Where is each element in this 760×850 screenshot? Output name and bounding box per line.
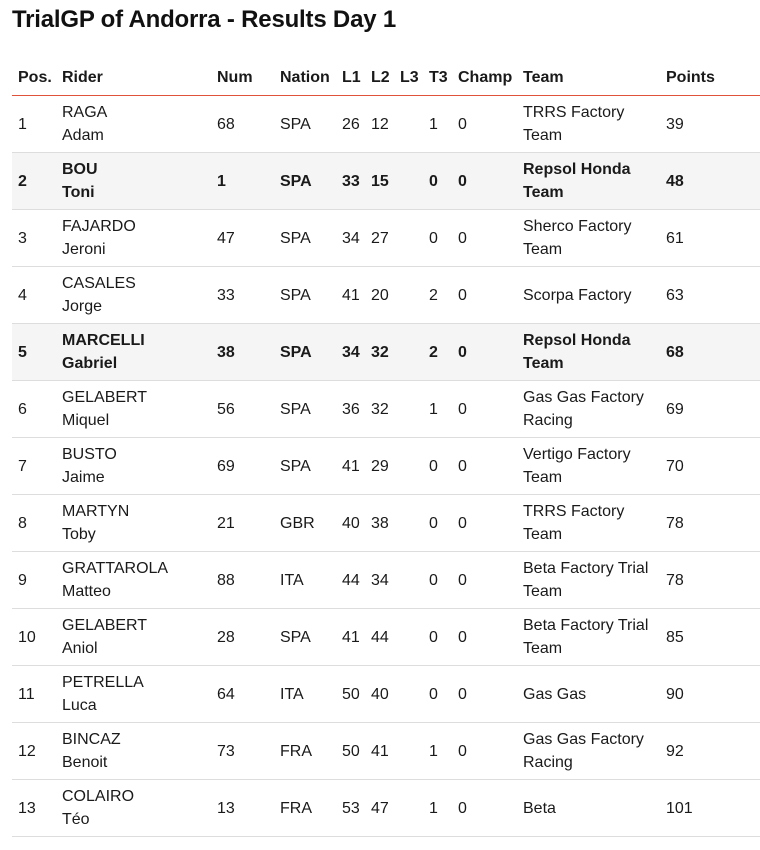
table-row-7 [12, 438, 760, 495]
cell-points: 61 [660, 210, 760, 267]
cell-champ: 0 [452, 210, 517, 267]
cell-pos: 5 [12, 324, 56, 381]
rider-surname: COLAIRO [62, 788, 135, 805]
rider-surname: FAJARDO [62, 218, 136, 235]
rider-firstname: Adam [62, 127, 104, 144]
cell-champ: 0 [452, 723, 517, 780]
cell-l3 [394, 438, 423, 495]
cell-champ: 0 [452, 495, 517, 552]
header-l2: L2 [365, 60, 394, 96]
cell-pos: 11 [12, 666, 56, 723]
cell-num: 56 [211, 381, 274, 438]
cell-team [517, 495, 660, 552]
cell-l2: 41 [365, 723, 394, 780]
cell-points: 78 [660, 495, 760, 552]
cell-l3 [394, 666, 423, 723]
cell-points: 101 [660, 780, 760, 837]
cell-t3: 0 [423, 438, 452, 495]
cell-champ: 0 [452, 267, 517, 324]
rider-surname: BOU [62, 161, 98, 178]
cell-l1: 41 [336, 609, 365, 666]
cell-pos: 13 [12, 780, 56, 837]
table-header [12, 60, 760, 96]
rider-firstname: Toby [62, 526, 96, 543]
cell-l1: 41 [336, 267, 365, 324]
cell-rider [56, 381, 211, 438]
cell-l1: 40 [336, 495, 365, 552]
cell-champ: 0 [452, 324, 517, 381]
header-l3: L3 [394, 60, 423, 96]
cell-rider [56, 666, 211, 723]
cell-points: 92 [660, 723, 760, 780]
cell-l3 [394, 324, 423, 381]
rider-firstname: Jaime [62, 469, 105, 486]
cell-pos: 1 [12, 96, 56, 153]
rider-firstname: Jorge [62, 298, 103, 315]
team-line-1: Gas Gas Factory [523, 731, 644, 748]
cell-l2: 12 [365, 96, 394, 153]
cell-champ: 0 [452, 153, 517, 210]
cell-t3: 2 [423, 267, 452, 324]
table-row-6 [12, 381, 760, 438]
cell-champ: 0 [452, 438, 517, 495]
cell-team [517, 438, 660, 495]
header-points: Points [660, 60, 760, 96]
table-row-9 [12, 552, 760, 609]
rider-firstname: Benoit [62, 754, 108, 771]
cell-rider [56, 552, 211, 609]
header-champ: Champ [452, 60, 517, 96]
team-line-1: Beta Factory Trial [523, 617, 649, 634]
cell-nation: SPA [274, 381, 336, 438]
cell-points: 48 [660, 153, 760, 210]
rider-firstname: Miquel [62, 412, 110, 429]
rider-firstname: Luca [62, 697, 97, 714]
page-title: TrialGP of Andorra - Results Day 1 [12, 6, 396, 33]
cell-nation: SPA [274, 609, 336, 666]
rider-firstname: Gabriel [62, 355, 118, 372]
cell-team [517, 324, 660, 381]
cell-l1: 34 [336, 324, 365, 381]
cell-pos: 2 [12, 153, 56, 210]
cell-l2: 47 [365, 780, 394, 837]
cell-num: 47 [211, 210, 274, 267]
team-line-1: Beta Factory Trial [523, 560, 649, 577]
cell-l2: 27 [365, 210, 394, 267]
cell-points: 69 [660, 381, 760, 438]
cell-pos: 3 [12, 210, 56, 267]
cell-l1: 41 [336, 438, 365, 495]
cell-l1: 44 [336, 552, 365, 609]
header-row [12, 60, 760, 96]
cell-rider [56, 438, 211, 495]
cell-points: 85 [660, 609, 760, 666]
team-line-1: Repsol Honda [523, 332, 631, 349]
cell-l1: 26 [336, 96, 365, 153]
rider-surname: GELABERT [62, 617, 148, 634]
cell-pos: 12 [12, 723, 56, 780]
cell-l3 [394, 723, 423, 780]
table-row-8 [12, 495, 760, 552]
cell-points: 68 [660, 324, 760, 381]
cell-nation: SPA [274, 210, 336, 267]
results-body [12, 96, 760, 837]
cell-num: 21 [211, 495, 274, 552]
rider-firstname: Aniol [62, 640, 98, 657]
cell-nation: FRA [274, 780, 336, 837]
cell-nation: ITA [274, 552, 336, 609]
team-line-2: Team [523, 526, 563, 543]
cell-l3 [394, 267, 423, 324]
cell-nation: SPA [274, 438, 336, 495]
header-team: Team [517, 60, 660, 96]
rider-firstname: Matteo [62, 583, 111, 600]
cell-champ: 0 [452, 96, 517, 153]
team-line-2: Team [523, 583, 563, 600]
rider-surname: CASALES [62, 275, 136, 292]
cell-num: 64 [211, 666, 274, 723]
team-line-1: Gas Gas Factory [523, 389, 644, 406]
header-pos: Pos. [12, 60, 56, 96]
team-line-2: Racing [523, 754, 573, 771]
cell-nation: ITA [274, 666, 336, 723]
cell-l2: 20 [365, 267, 394, 324]
table-row-11 [12, 666, 760, 723]
cell-pos: 4 [12, 267, 56, 324]
team-line-1: Scorpa Factory [523, 286, 632, 304]
cell-champ: 0 [452, 780, 517, 837]
rider-firstname: Jeroni [62, 241, 106, 258]
cell-l2: 34 [365, 552, 394, 609]
header-num: Num [211, 60, 274, 96]
team-line-1: Gas Gas [523, 685, 587, 703]
cell-points: 39 [660, 96, 760, 153]
cell-champ: 0 [452, 552, 517, 609]
cell-l3 [394, 780, 423, 837]
team-line-2: Team [523, 640, 563, 657]
cell-t3: 0 [423, 666, 452, 723]
cell-t3: 0 [423, 552, 452, 609]
table-row-5 [12, 324, 760, 381]
cell-rider [56, 267, 211, 324]
team-line-2: Team [523, 127, 563, 144]
cell-t3: 1 [423, 780, 452, 837]
cell-num: 33 [211, 267, 274, 324]
cell-num: 69 [211, 438, 274, 495]
cell-t3: 0 [423, 210, 452, 267]
cell-t3: 1 [423, 381, 452, 438]
table-row-10 [12, 609, 760, 666]
cell-team [517, 210, 660, 267]
cell-l2: 15 [365, 153, 394, 210]
rider-surname: GRATTAROLA [62, 560, 169, 577]
cell-l3 [394, 609, 423, 666]
cell-champ: 0 [452, 381, 517, 438]
cell-rider [56, 609, 211, 666]
cell-team [517, 96, 660, 153]
cell-points: 78 [660, 552, 760, 609]
cell-l3 [394, 552, 423, 609]
cell-l2: 44 [365, 609, 394, 666]
cell-pos: 6 [12, 381, 56, 438]
cell-nation: SPA [274, 267, 336, 324]
cell-num: 68 [211, 96, 274, 153]
rider-surname: MARCELLI [62, 332, 145, 349]
cell-team [517, 552, 660, 609]
cell-num: 38 [211, 324, 274, 381]
cell-t3: 0 [423, 153, 452, 210]
team-line-2: Racing [523, 412, 573, 429]
cell-rider [56, 96, 211, 153]
cell-team [517, 666, 660, 723]
header-nation: Nation [274, 60, 336, 96]
cell-pos: 10 [12, 609, 56, 666]
rider-firstname: Toni [62, 184, 95, 201]
cell-team [517, 723, 660, 780]
cell-l2: 29 [365, 438, 394, 495]
cell-champ: 0 [452, 609, 517, 666]
team-line-2: Team [523, 355, 564, 372]
cell-l1: 53 [336, 780, 365, 837]
cell-t3: 1 [423, 723, 452, 780]
header-l1: L1 [336, 60, 365, 96]
cell-points: 63 [660, 267, 760, 324]
cell-team [517, 267, 660, 324]
cell-l1: 34 [336, 210, 365, 267]
cell-l1: 33 [336, 153, 365, 210]
rider-firstname: Téo [62, 811, 90, 828]
cell-nation: FRA [274, 723, 336, 780]
cell-num: 73 [211, 723, 274, 780]
cell-l3 [394, 381, 423, 438]
team-line-1: Repsol Honda [523, 161, 631, 178]
rider-surname: PETRELLA [62, 674, 144, 691]
rider-surname: GELABERT [62, 389, 148, 406]
cell-num: 13 [211, 780, 274, 837]
table-row-13 [12, 780, 760, 837]
rider-surname: BINCAZ [62, 731, 121, 748]
cell-rider [56, 495, 211, 552]
cell-champ: 0 [452, 666, 517, 723]
team-line-1: Sherco Factory [523, 218, 632, 235]
cell-rider [56, 210, 211, 267]
cell-l2: 32 [365, 324, 394, 381]
cell-t3: 0 [423, 609, 452, 666]
header-t3: T3 [423, 60, 452, 96]
rider-surname: MARTYN [62, 503, 130, 520]
cell-nation: SPA [274, 96, 336, 153]
cell-l3 [394, 495, 423, 552]
team-line-1: TRRS Factory [523, 104, 625, 121]
table-row-1 [12, 96, 760, 153]
cell-l2: 32 [365, 381, 394, 438]
table-row-3 [12, 210, 760, 267]
team-line-1: TRRS Factory [523, 503, 625, 520]
header-rider: Rider [56, 60, 211, 96]
cell-team [517, 780, 660, 837]
cell-l2: 40 [365, 666, 394, 723]
rider-surname: RAGA [62, 104, 108, 121]
cell-rider [56, 324, 211, 381]
cell-nation: GBR [274, 495, 336, 552]
cell-l3 [394, 210, 423, 267]
cell-points: 70 [660, 438, 760, 495]
cell-l1: 36 [336, 381, 365, 438]
cell-pos: 8 [12, 495, 56, 552]
cell-rider [56, 780, 211, 837]
cell-num: 1 [211, 153, 274, 210]
cell-num: 28 [211, 609, 274, 666]
cell-nation: SPA [274, 153, 336, 210]
table-row-4 [12, 267, 760, 324]
cell-pos: 9 [12, 552, 56, 609]
cell-nation: SPA [274, 324, 336, 381]
cell-l3 [394, 96, 423, 153]
table-row-2 [12, 153, 760, 210]
rider-surname: BUSTO [62, 446, 117, 463]
cell-team [517, 609, 660, 666]
cell-l1: 50 [336, 723, 365, 780]
cell-points: 90 [660, 666, 760, 723]
cell-t3: 2 [423, 324, 452, 381]
cell-team [517, 153, 660, 210]
cell-t3: 0 [423, 495, 452, 552]
cell-rider [56, 153, 211, 210]
team-line-1: Beta [523, 799, 556, 817]
cell-pos: 7 [12, 438, 56, 495]
team-line-2: Team [523, 184, 564, 201]
table-row-12 [12, 723, 760, 780]
team-line-1: Vertigo Factory [523, 446, 631, 463]
cell-t3: 1 [423, 96, 452, 153]
cell-team [517, 381, 660, 438]
team-line-2: Team [523, 241, 563, 258]
cell-num: 88 [211, 552, 274, 609]
cell-l1: 50 [336, 666, 365, 723]
cell-l2: 38 [365, 495, 394, 552]
results-table [12, 60, 760, 837]
cell-l3 [394, 153, 423, 210]
cell-rider [56, 723, 211, 780]
team-line-2: Team [523, 469, 563, 486]
